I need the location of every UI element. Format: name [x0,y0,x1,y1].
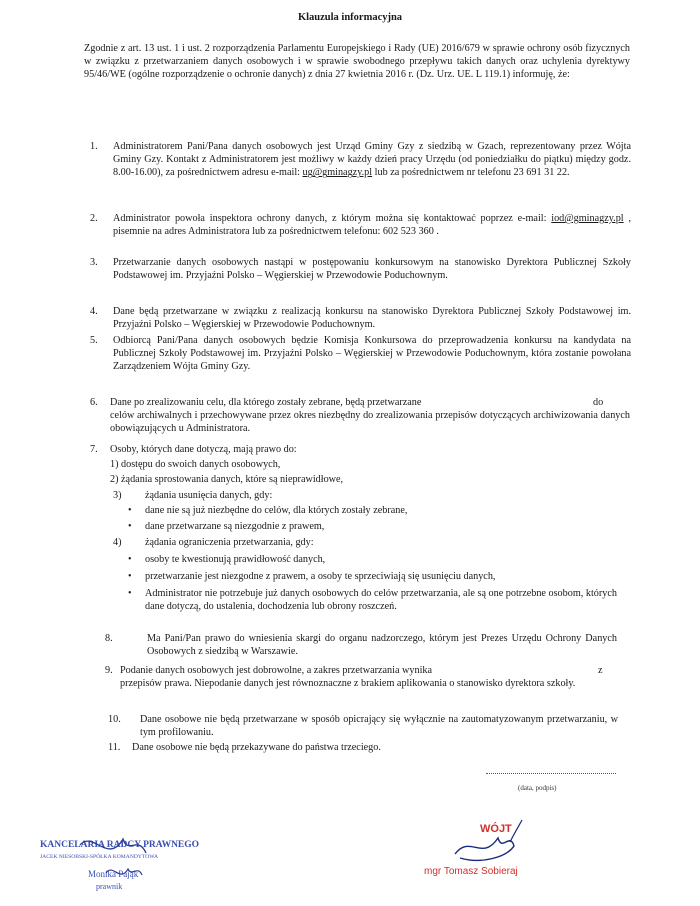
item-2-text [113,212,631,238]
document-title: Klauzula informacyjna [297,12,403,23]
right-access: 1) dostępu do swoich danych osobowych, [110,459,281,470]
erasure-condition: dane przetwarzane są niezgodnie z prawem, [145,521,325,532]
stamp-line-3: Monika Pająk [88,869,139,879]
stamp-line-1: KANCELARIA RADCY PRAWNEGO [40,840,200,850]
bullet-icon: • [128,505,132,516]
item-7-text: Osoby, których dane dotyczą, mają prawo do: [110,444,297,455]
item-number: 7. [90,444,98,455]
bullet-icon: • [128,571,132,582]
item-5-text: Odbiorcą Pani/Pana danych osobowych będzie Komisja Konkursowa do przeprowadzenia konkursu na kandydata na Publicznej Szkoły Podstawowej im. Przyjaźni Polsko – Węgierskiej w Przewodowie Poduchownym, która zostanie powołana Zarządzeniem Wójta Gminy Gzy. [113,335,631,373]
restriction-condition: przetwarzanie jest niezgodne z prawem, a osoby te sprzeciwiają się usunięciu danych, [145,571,496,582]
right-erasure-number: 3) [113,490,122,501]
signature-caption: (data, podpis) [518,784,557,792]
item-3-text: Przetwarzanie danych osobowych nastąpi w postępowaniu konkursowym na stanowisko Dyrektora Publicznej Szkoły Podstawowej im. Przyjaźni Polsko – Węgierskiej w Przewodowie Poduchownym. [113,257,631,282]
item-6-line1: Dane po zrealizowaniu celu, dla którego zostały zebrane, będą przetwarzane [110,397,422,408]
item-11-text: Dane osobowe nie będą przekazywane do państwa trzeciego. [132,742,381,753]
item-number: 3. [90,257,98,268]
item-1-text [113,140,631,180]
signature-scribble [455,838,514,860]
right-erasure: żądania usunięcia danych, gdy: [145,490,273,501]
restriction-condition: Administrator nie potrzebuje już danych osobowych do celów przetwarzania, ale są one potrzebne osobom, których dane dotyczą, do ustalenia, dochodzenia lub obrony roszczeń. [145,588,617,613]
bullet-icon: • [128,554,132,565]
item-2-text-a: Administrator powoła inspektora ochrony danych, z którym można się kontaktować poprzez e-mail: [113,213,552,224]
item-9-line1: Podanie danych osobowych jest dobrowolne, a zakres przetwarzania wynika [120,665,433,676]
bullet-icon: • [128,588,132,599]
signature-line [486,773,616,774]
item-8-text: Ma Pani/Pan prawo do wniesienia skargi do organu nadzorczego, którym jest Prezes Urzędu Ochrony Danych Osobowych z siedzibą w Warszawie. [147,633,617,658]
admin-email-link[interactable]: ug@gminagzy.pl [302,167,373,179]
right-restriction-number: 4) [113,537,122,548]
bullet-icon: • [128,521,132,532]
item-4-text: Dane będą przetwarzane w związku z realizacją konkursu na stanowisko Dyrektora Publicznej Szkoły Podstawowej im. Przyjaźni Polsko – Węgierskiej w Przewodowie Poduchownym. [113,306,631,331]
stamp-title: WÓJT [480,823,512,835]
item-9-text: przepisów prawa. Niepodanie danych jest równoznaczne z brakiem aplikowania o stanowisko dyrektora szkoły. [120,678,576,689]
stamp-line-2: JACEK NIESOBSKI-SPÓŁKA KOMANDYTOWA [40,854,158,860]
item-1-text-b: lub za pośrednictwem nr telefonu 23 691 31 22. [372,167,570,179]
right-restriction: żądania ograniczenia przetwarzania, gdy: [145,537,314,548]
item-number: 4. [90,306,98,317]
item-number: 9. [105,665,113,676]
erasure-condition: dane nie są już niezbędne do celów, dla których zostały zebrane, [145,505,408,516]
item-10-text: Dane osobowe nie będą przetwarzane w sposób opicrający się wyłącznie na zautomatyzowanym przetwarzaniu, w tym profilowaniu. [140,714,618,739]
item-number: 5. [90,335,98,346]
item-number: 8. [105,633,113,644]
right-rectification: 2) żądania sprostowania danych, które są nieprawidłowe, [110,474,344,485]
item-number: 10. [108,714,121,725]
item-number: 2. [90,213,98,224]
item-6-line1-end: do [593,397,604,408]
law-office-stamp [28,825,218,900]
item-number: 6. [90,397,98,408]
intro-paragraph: Zgodnie z art. 13 ust. 1 i ust. 2 rozporządzenia Parlamentu Europejskiego i Rady (UE) 2016/679 w sprawie ochrony osób fizycznych w związku z przetwarzaniem danych osobowych i w sprawie swobodnego przepływu takich danych oraz uchylenia dyrektywy 95/46/WE (ogólne rozporządzenie o ochronie danych) z dnia 27 kwietnia 2016 r. (Dz. Urz. UE. L 119.1) informuję, że: [84,43,630,81]
stamp-name: mgr Tomasz Sobieraj [424,866,518,877]
item-1-text-a: Administratorem Pani/Pana danych osobowych jest Urząd Gminy Gzy z siedzibą w Gzach, reprezentowany przez Wójta Gminy Gzy. Kontakt z Administratorem jest możliwy w każdy dzień pracy Urzędu (od poniedziałku do piątku) między godz. 8.00-16.00), za pośrednictwem adresu e-mail: [113,141,631,179]
stamp-line-4: prawnik [96,882,123,891]
iod-email-link[interactable]: iod@gminagzy.pl [551,213,624,224]
item-9-line1-end: z [598,665,603,676]
mayor-stamp [410,812,580,892]
signature-scribble [510,820,522,842]
item-2-text-b: , pisemnie na adres Administratora lub za pośrednictwem telefonu: 602 523 360 . [113,213,631,238]
restriction-condition: osoby te kwestionują prawidłowość danych, [145,554,326,565]
item-6-text: celów archiwalnych i przechowywane przez okres niezbędny do zrealizowania przepisów dotyczących archiwizowania danych obowiązujących u Administratora. [110,410,630,435]
item-number: 1. [90,141,98,152]
item-number: 11. [108,742,121,753]
